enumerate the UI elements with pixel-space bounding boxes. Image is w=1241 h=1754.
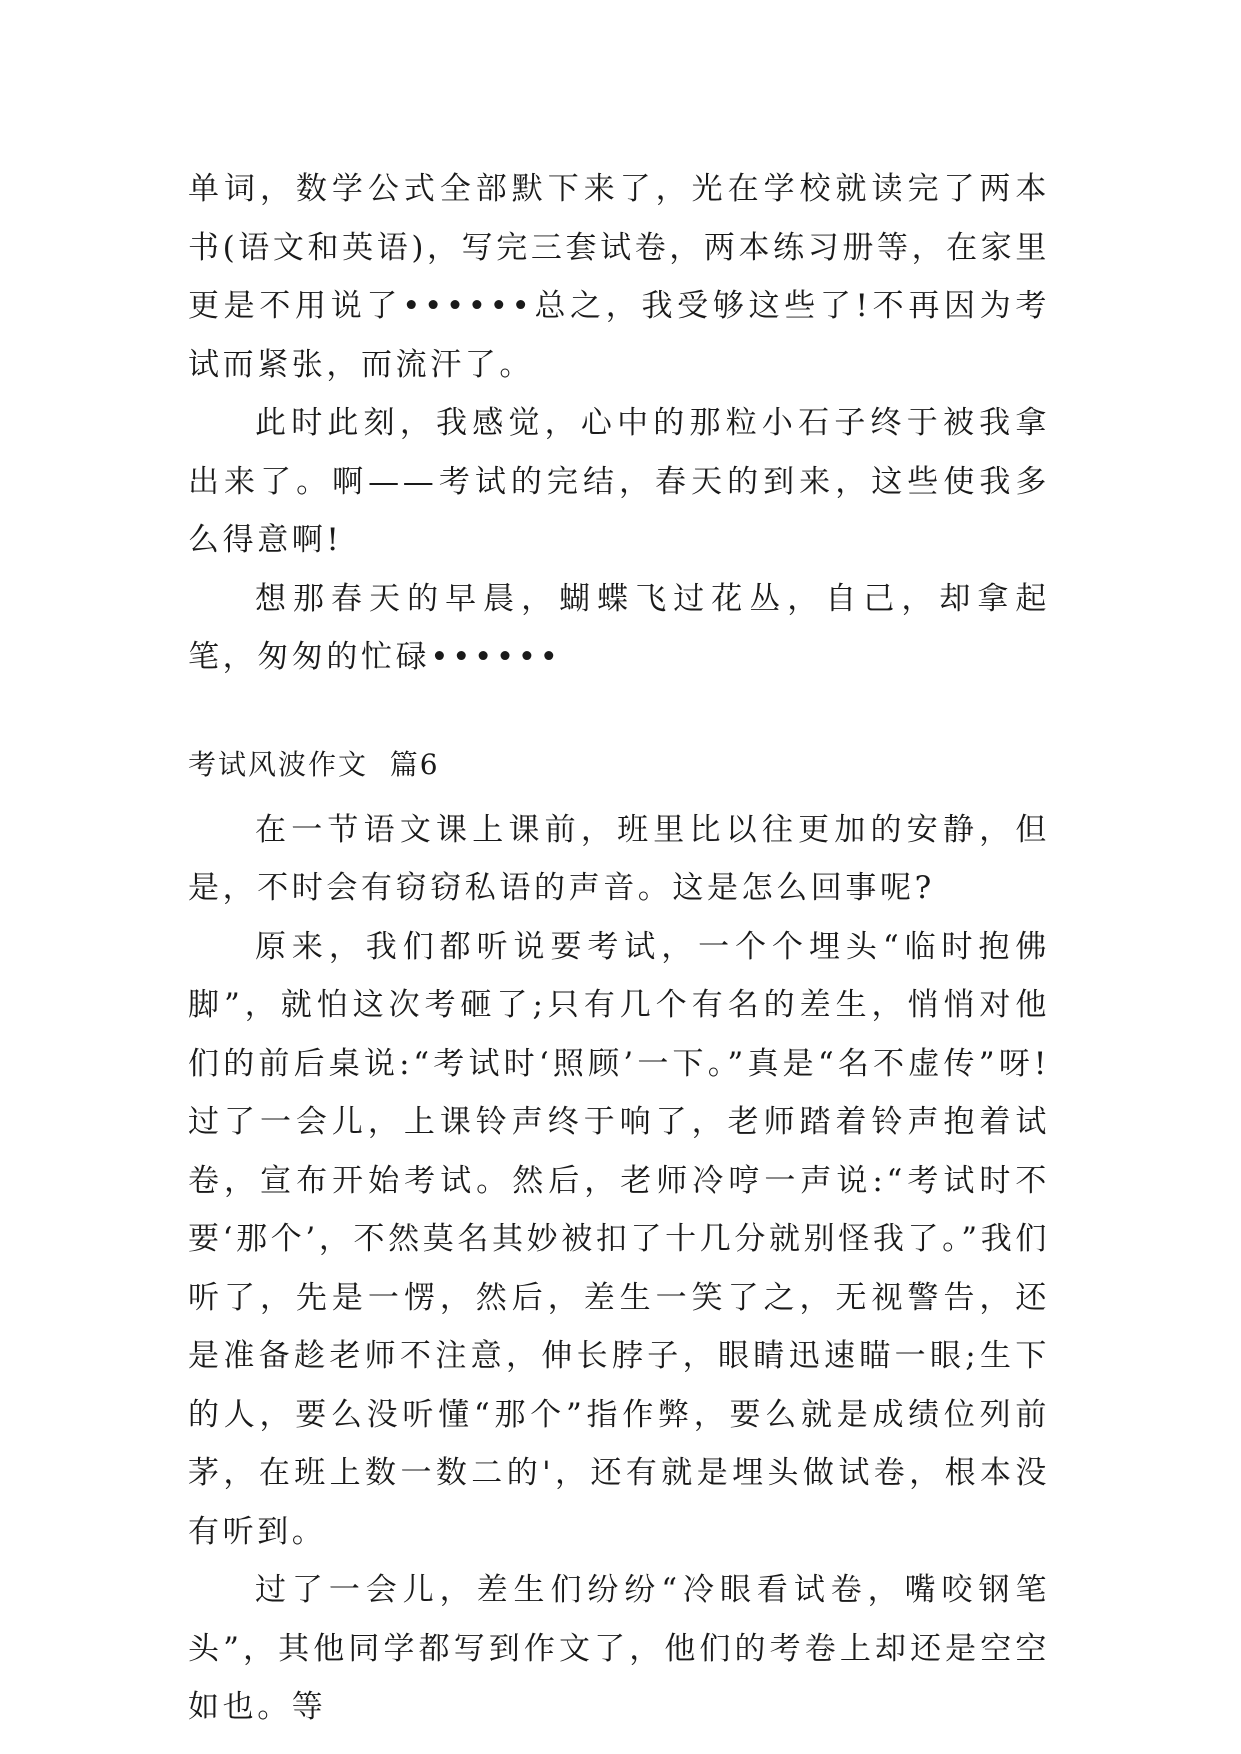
document-body: [188, 160, 1050, 1737]
heading-spacer: [188, 785, 1050, 801]
paragraph: 此时此刻，我感觉，心中的那粒小石子终于被我拿出来了。啊——考试的完结，春天的到来，这些使我多么得意啊!: [188, 405, 1050, 558]
paragraph: 过了一会儿，差生们纷纷“冷眼看试卷，嘴咬钢笔头”，其他同学都写到作文了，他们的考卷上却还是空空如也。等: [188, 1572, 1050, 1725]
paragraph: 在一节语文课上课前，班里比以往更加的安静，但是，不时会有窃窃私语的声音。这是怎么回事呢?: [188, 811, 1050, 906]
section-spacer: [188, 687, 1050, 745]
paragraph: 想那春天的早晨，蝴蝶飞过花丛，自己，却拿起笔，匆匆的忙碌••••••: [188, 580, 1050, 675]
section-heading: 考试风波作文 篇6: [188, 747, 440, 781]
paragraph-continued: 单词，数学公式全部默下来了，光在学校就读完了两本书(语文和英语)，写完三套试卷，两本练习册等，在家里更是不用说了••••••总之，我受够这些了!不再因为考试而紧张，而流汗了。: [188, 171, 1050, 383]
paragraph: 原来，我们都听说要考试，一个个埋头“临时抱佛脚”，就怕这次考砸了;只有几个有名的差生，悄悄对他们的前后桌说:“考试时‘照顾’一下。”真是“名不虚传”呀!过了一会儿，上课铃声终于响了，老师踏着铃声抱着试卷，宣布开始考试。然后，老师冷哼一声说:“考试时不要‘那个’，不然莫名其妙被扣了十几分就别怪我了。”我们听了，先是一愣，然后，差生一笑了之，无视警告，还是准备趁老师不注意，伸长脖子，眼睛迅速瞄一眼;生下的人，要么没听懂“那个”指作弊，要么就是成绩位列前茅，在班上数一数二的'，还有就是埋头做试卷，根本没有听到。: [188, 928, 1050, 1550]
